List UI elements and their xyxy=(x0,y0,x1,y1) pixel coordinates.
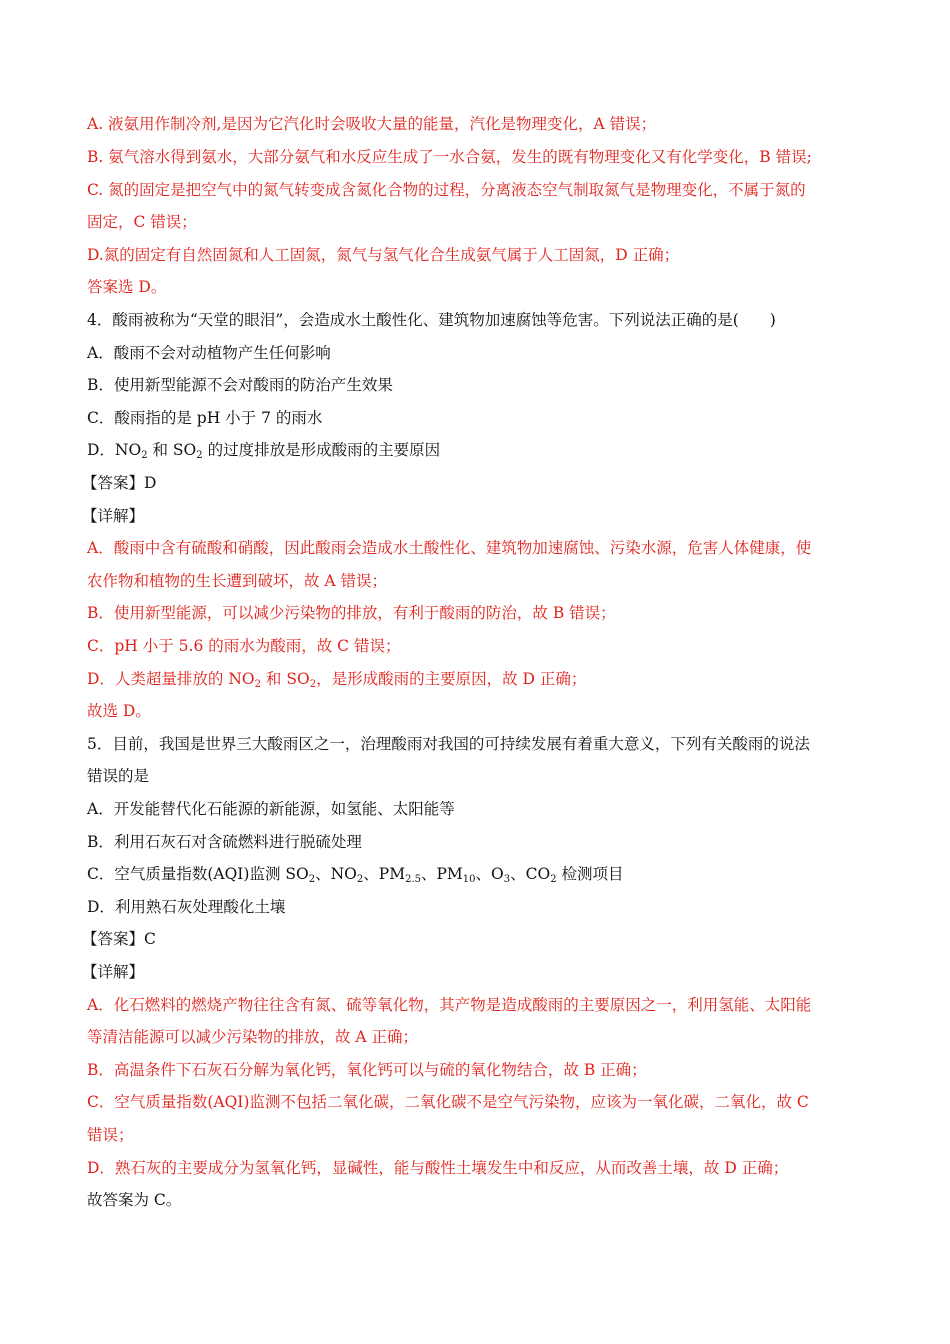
prev-explanation-c-line2: 固定，C 错误； xyxy=(87,213,197,231)
q4-stem: 4．酸雨被称为“天堂的眼泪”，会造成水土酸性化、建筑物加速腐蚀等危害。下列说法正确的是( ) xyxy=(87,311,776,329)
q4-explanation-d: D．人类超量排放的 $NO_2$ 和 $SO_2$，是形成酸雨的主要原因，故 D 正确； xyxy=(87,670,587,690)
q4-option-b: B．使用新型能源不会对酸雨的防治产生效果 xyxy=(87,376,393,394)
q4-explanation-a-line1: A．酸雨中含有硫酸和硝酸，因此酸雨会造成水土酸性化、建筑物加速腐蚀、污染水源，危害人体健康，使 xyxy=(87,539,812,557)
q5-detail-label: 【详解】 xyxy=(82,963,145,981)
q5-option-c: C．空气质量指数(AQI)监测 $SO_2$、$NO_2$、$PM_{2.5}$、$PM_{10}$、$O_3$、$CO_2$ 检测项目 xyxy=(87,865,624,885)
q5-explanation-b: B．高温条件下石灰石分解为氧化钙，氧化钙可以与硫的氧化物结合，故 B 正确； xyxy=(87,1061,647,1079)
q5-answer: 【答案】C xyxy=(82,930,156,948)
q5-stem-line2: 错误的是 xyxy=(87,767,150,785)
q4-option-a: A．酸雨不会对动植物产生任何影响 xyxy=(87,344,331,362)
q4-option-c: C．酸雨指的是 pH 小于 7 的雨水 xyxy=(87,409,323,427)
q4-explanation-c: C．pH 小于 5.6 的雨水为酸雨，故 C 错误； xyxy=(87,637,401,655)
prev-conclusion: 答案选 D。 xyxy=(87,278,167,296)
q5-explanation-a-line1: A．化石燃料的燃烧产物往往含有氮、硫等氧化物，其产物是造成酸雨的主要原因之一，利用氢能、太阳能 xyxy=(87,996,812,1014)
prev-explanation-c-line1: C. 氮的固定是把空气中的氮气转变成含氮化合物的过程，分离液态空气制取氮气是物理变化，不属于氮的 xyxy=(87,181,806,199)
q5-explanation-c-line2: 错误； xyxy=(87,1126,134,1144)
prev-explanation-a: A. 液氨用作制冷剂,是因为它汽化时会吸收大量的能量，汽化是物理变化，A 错误； xyxy=(87,115,657,133)
q4-option-d: D．$NO_2$ 和 $SO_2$ 的过度排放是形成酸雨的主要原因 xyxy=(87,441,441,461)
q5-conclusion: 故答案为 C。 xyxy=(87,1191,182,1209)
q4-explanation-b: B．使用新型能源，可以减少污染物的排放，有利于酸雨的防治，故 B 错误； xyxy=(87,604,616,622)
q4-conclusion: 故选 D。 xyxy=(87,702,151,720)
q5-explanation-d: D．熟石灰的主要成分为氢氧化钙，显碱性，能与酸性土壤发生中和反应，从而改善土壤，故 D 正确； xyxy=(87,1159,789,1177)
q5-option-a: A．开发能替代化石能源的新能源，如氢能、太阳能等 xyxy=(87,800,455,818)
q5-option-d: D．利用熟石灰处理酸化土壤 xyxy=(87,898,286,916)
q4-explanation-a-line2: 农作物和植物的生长遭到破坏，故 A 错误； xyxy=(87,572,388,590)
q5-option-b: B．利用石灰石对含硫燃料进行脱硫处理 xyxy=(87,833,362,851)
prev-explanation-d: D.氮的固定有自然固氮和人工固氮，氮气与氢气化合生成氨气属于人工固氮，D 正确； xyxy=(87,246,680,264)
q5-stem-line1: 5．目前，我国是世界三大酸雨区之一，治理酸雨对我国的可持续发展有着重大意义，下列有关酸雨的说法 xyxy=(87,735,810,753)
q4-answer: 【答案】D xyxy=(82,474,157,492)
q5-explanation-c-line1: C．空气质量指数(AQI)监测不包括二氧化碳，二氧化碳不是空气污染物，应该为一氧化碳，二氧化，故 C xyxy=(87,1093,809,1111)
prev-explanation-b: B. 氨气溶水得到氨水，大部分氨气和水反应生成了一水合氨，发生的既有物理变化又有化学变化，B 错误; xyxy=(87,148,812,166)
q4-detail-label: 【详解】 xyxy=(82,507,145,525)
q5-explanation-a-line2: 等清洁能源可以减少污染物的排放，故 A 正确； xyxy=(87,1028,419,1046)
